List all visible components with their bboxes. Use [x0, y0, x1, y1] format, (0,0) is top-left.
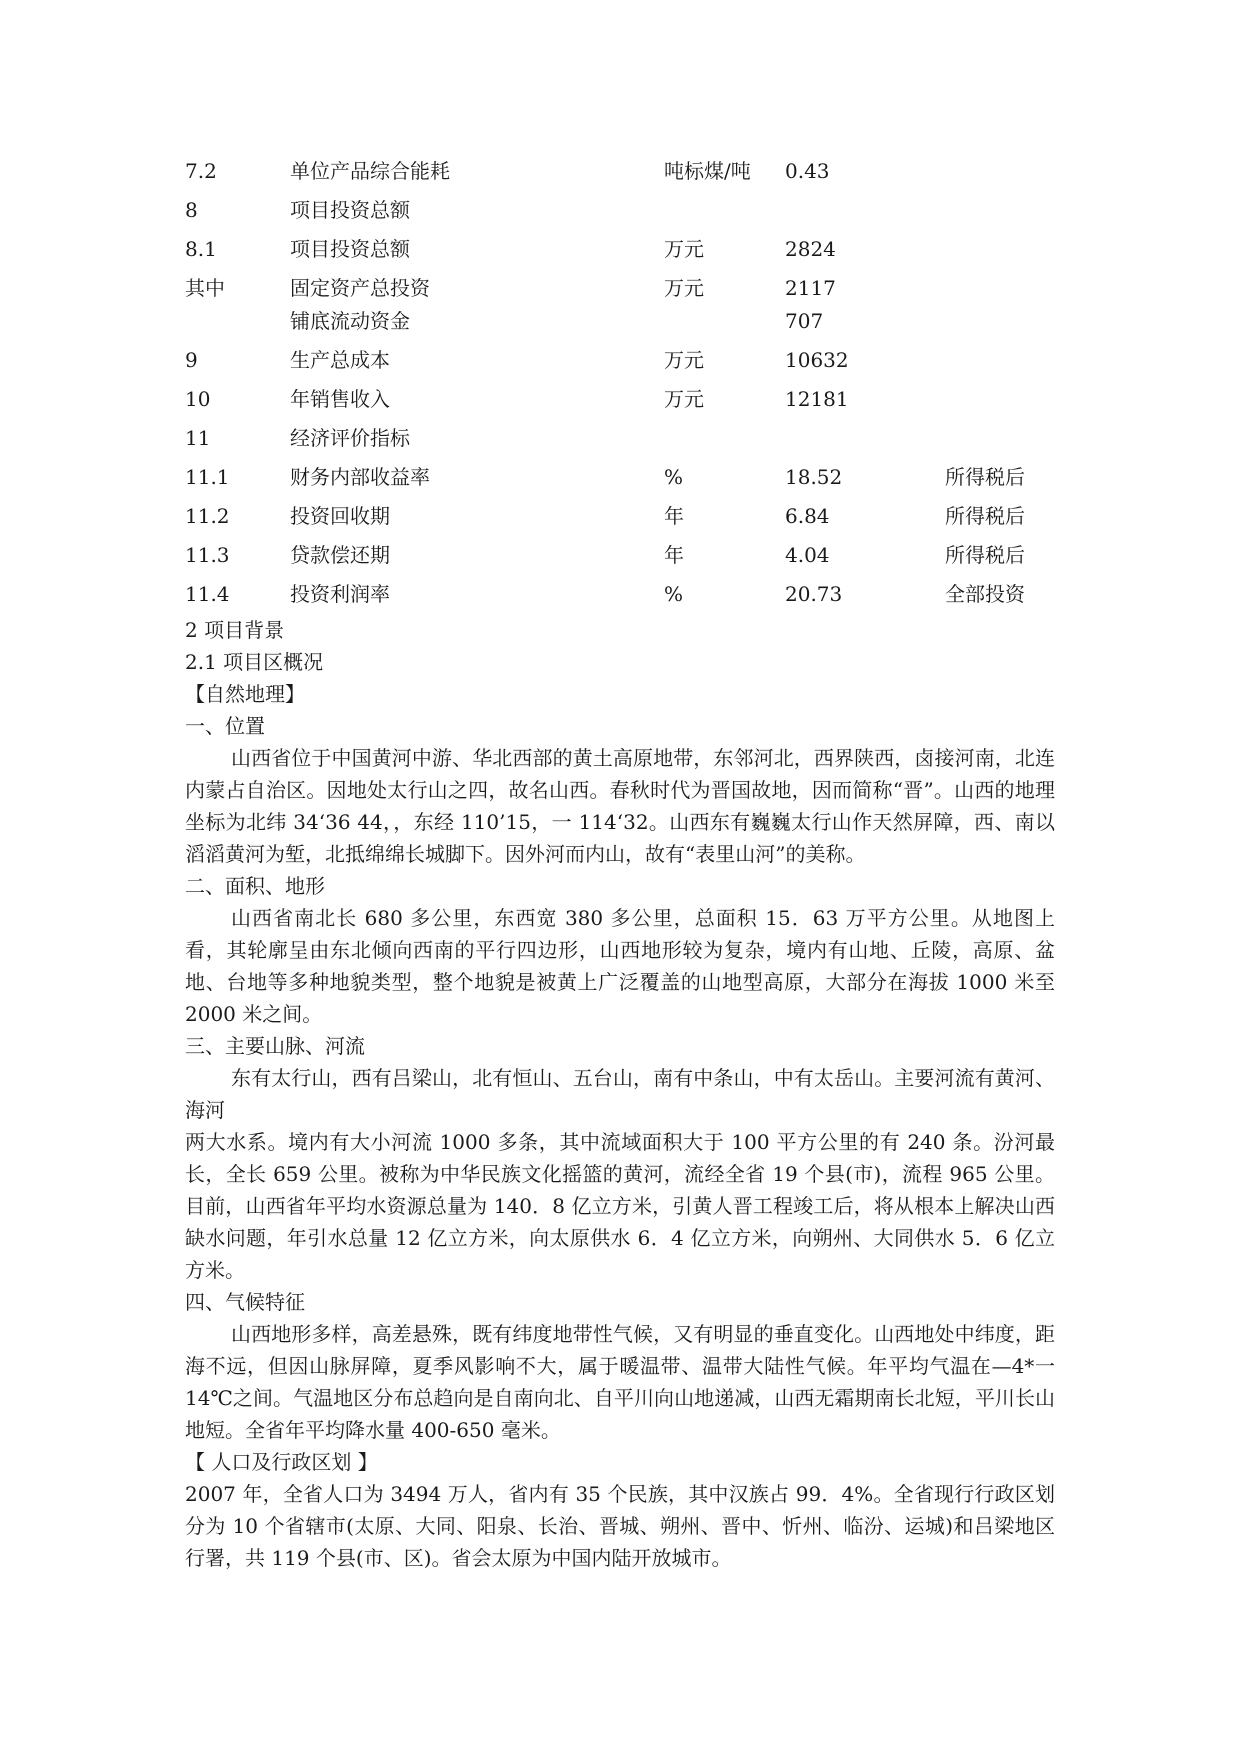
row-value: 707	[785, 309, 824, 333]
table-row	[0, 154, 1241, 188]
table-row	[0, 232, 1241, 266]
row-item: 生产总成本	[290, 348, 390, 372]
row-item: 财务内部收益率	[290, 465, 430, 489]
row-number: 其中	[185, 276, 225, 300]
row-item: 项目投资总额	[290, 198, 410, 222]
table-row	[0, 193, 1241, 227]
table-row	[0, 343, 1241, 377]
subsection-heading: 2.1 项目区概况	[185, 650, 324, 674]
topic-heading: 二、面积、地形	[185, 874, 325, 898]
row-number: 9	[185, 348, 198, 372]
table-row	[0, 499, 1241, 533]
row-number: 7.2	[185, 159, 217, 183]
table-row	[0, 421, 1241, 455]
row-unit: %	[664, 582, 684, 606]
paragraph-area: 山西省南北长 680 多公里，东西宽 380 多公里，总面积 15．63 万平方公里。从地图上看，其轮廓呈由东北倾向西南的平行四边形，山西地形较为复杂，境内有山地、丘陵，高原、盆地、台地等多种地貌类型，整个地貌是被黄上广泛覆盖的山地型高原，大部分在海拔 1000 米至 2000 米之间。	[185, 906, 1055, 1026]
category-heading: 【自然地理】	[185, 682, 305, 706]
row-note: 全部投资	[945, 582, 1025, 606]
row-value: 20.73	[785, 582, 843, 606]
row-unit: 年	[664, 504, 684, 528]
row-note: 所得税后	[945, 504, 1025, 528]
row-number: 8	[185, 198, 198, 222]
row-number: 11.4	[185, 582, 230, 606]
row-value: 2824	[785, 237, 836, 261]
topic-heading: 一、位置	[185, 714, 265, 738]
row-item: 项目投资总额	[290, 237, 410, 261]
paragraph-rivers: 两大水系。境内有大小河流 1000 多条，其中流域面积大于 100 平方公里的有 240 条。汾河最长，全长 659 公里。被称为中华民族文化摇篮的黄河，流经全省 19 个县(市)，流程 965 公里。目前，山西省年平均水资源总量为 140．8 亿立方米，引黄人晋工程竣工后，将从根本上解决山西缺水问题，年引水总量 12 亿立方米，向太原供水 6．4 亿立方米，向朔州、大同供水 5．6 亿立方米。	[185, 1130, 1055, 1282]
table-row	[0, 577, 1241, 611]
row-note: 所得税后	[945, 543, 1025, 567]
topic-heading: 三、主要山脉、河流	[185, 1034, 365, 1058]
table-row	[0, 382, 1241, 416]
row-value: 12181	[785, 387, 849, 411]
paragraph-mountains: 东有太行山，西有吕梁山，北有恒山、五台山，南有中条山，中有太岳山。主要河流有黄河、海河	[185, 1066, 1055, 1122]
row-number: 11.1	[185, 465, 230, 489]
table-row	[0, 304, 1241, 338]
row-number: 11	[185, 426, 211, 450]
row-item: 投资利润率	[290, 582, 390, 606]
table-row	[0, 460, 1241, 494]
row-unit: 万元	[664, 387, 704, 411]
row-value: 2117	[785, 276, 836, 300]
row-value: 4.04	[785, 543, 830, 567]
paragraph-population: 2007 年，全省人口为 3494 万人，省内有 35 个民族，其中汉族占 99．4%。全省现行行政区划分为 10 个省辖市(太原、大同、阳泉、长治、晋城、朔州、晋中、忻州、临汾、运城)和吕梁地区行署，共 119 个县(市、区)。省会太原为中国内陆开放城市。	[185, 1482, 1055, 1570]
row-note: 所得税后	[945, 465, 1025, 489]
row-number: 11.3	[185, 543, 230, 567]
row-value: 0.43	[785, 159, 830, 183]
row-value: 6.84	[785, 504, 830, 528]
row-item: 铺底流动资金	[290, 309, 410, 333]
row-unit: 万元	[664, 237, 704, 261]
row-value: 10632	[785, 348, 849, 372]
row-unit: %	[664, 465, 684, 489]
row-item: 贷款偿还期	[290, 543, 390, 567]
row-unit: 万元	[664, 276, 704, 300]
row-item: 单位产品综合能耗	[290, 159, 450, 183]
row-value: 18.52	[785, 465, 843, 489]
section-heading: 2 项目背景	[185, 618, 285, 642]
row-item: 年销售收入	[290, 387, 390, 411]
table-row	[0, 538, 1241, 572]
row-unit: 年	[664, 543, 684, 567]
row-item: 投资回收期	[290, 504, 390, 528]
paragraph-location: 山西省位于中国黄河中游、华北西部的黄土高原地带，东邻河北，西界陕西，卤接河南，北连内蒙占自治区。因地处太行山之四，故名山西。春秋时代为晋国故地，因而简称“晋”。山西的地理坐标为北纬 34‘36 44，，东经 110’15，一 114‘32。山西东有巍巍太行山作天然屏障，西、南以滔滔黄河为堑，北抵绵绵长城脚下。因外河而内山，故有“表里山河”的美称。	[185, 746, 1055, 866]
row-unit: 万元	[664, 348, 704, 372]
row-number: 8.1	[185, 237, 217, 261]
row-number: 11.2	[185, 504, 230, 528]
table-row	[0, 271, 1241, 305]
row-item: 经济评价指标	[290, 426, 410, 450]
row-unit: 吨标煤/吨	[664, 159, 751, 183]
topic-heading: 四、气候特征	[185, 1290, 305, 1314]
category-heading: 【 人口及行政区划 】	[185, 1450, 378, 1474]
row-number: 10	[185, 387, 211, 411]
row-item: 固定资产总投资	[290, 276, 430, 300]
paragraph-climate: 山西地形多样，高差悬殊，既有纬度地带性气候，又有明显的垂直变化。山西地处中纬度，距海不远，但因山脉屏障，夏季风影响不大，属于暖温带、温带大陆性气候。年平均气温在—4*一 14℃之间。气温地区分布总趋向是自南向北、自平川向山地递减，山西无霜期南长北短，平川长山地短。全省年平均降水量 400-650 毫米。	[185, 1322, 1055, 1442]
